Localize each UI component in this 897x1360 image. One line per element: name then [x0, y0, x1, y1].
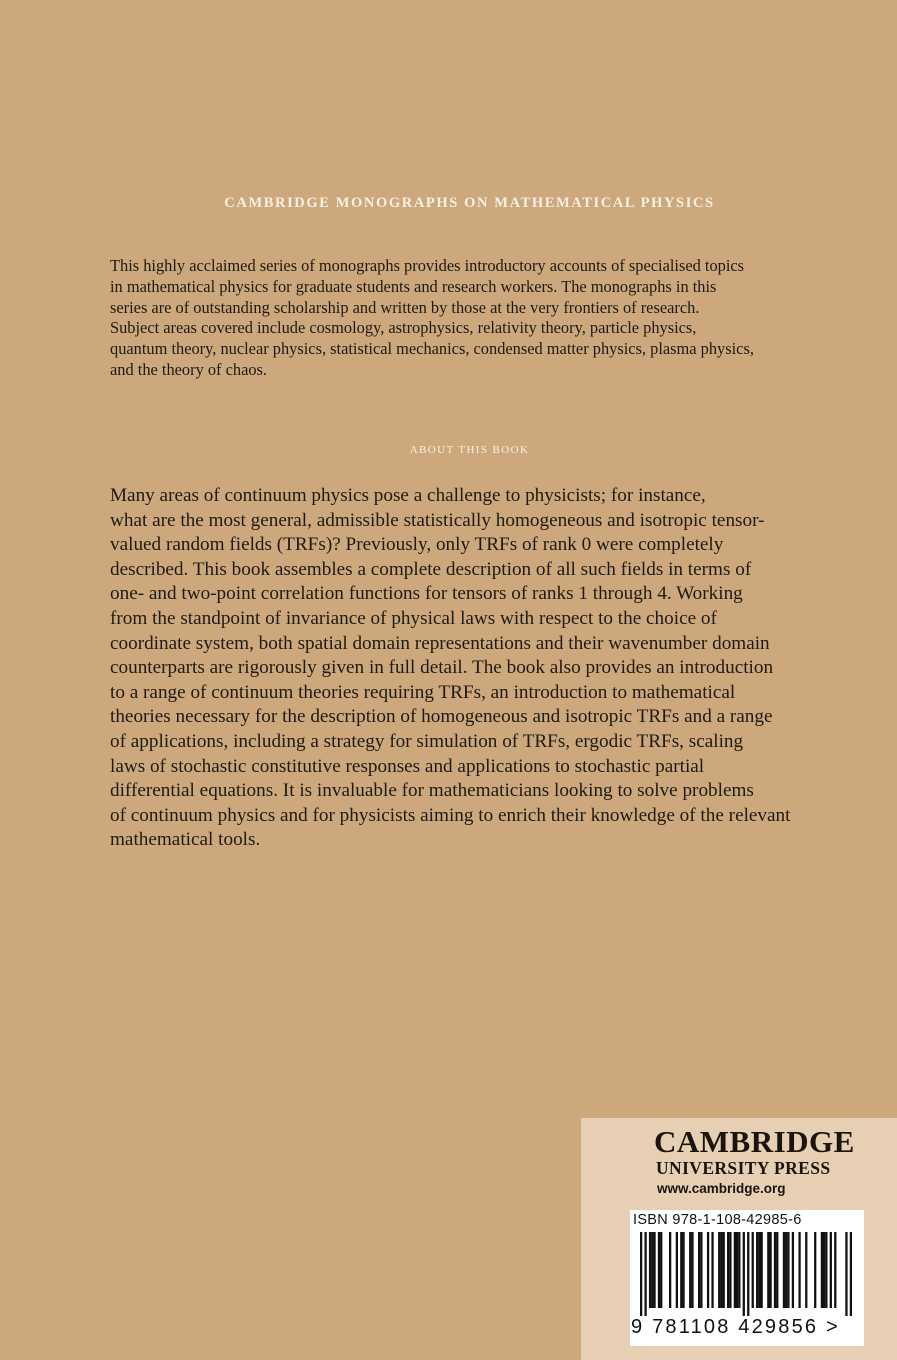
- barcode-digits: 9 781108 429856 >: [631, 1316, 840, 1338]
- about-text-line: mathematical tools.: [110, 829, 261, 851]
- barcode-bar: [720, 1232, 722, 1308]
- barcode-bar: [805, 1232, 807, 1308]
- about-heading: ABOUT THIS BOOK: [409, 444, 530, 456]
- publisher-panel: [581, 1118, 897, 1360]
- barcode-bar: [785, 1232, 787, 1308]
- barcode-bar: [644, 1232, 646, 1316]
- barcode-bar: [792, 1232, 794, 1308]
- barcode-bar: [682, 1232, 684, 1308]
- barcode-bar: [821, 1232, 823, 1308]
- barcode-bar: [752, 1232, 754, 1308]
- isbn-label: ISBN 978-1-108-42985-6: [633, 1212, 802, 1228]
- barcode-bar: [743, 1232, 745, 1316]
- isbn-barcode: [630, 1210, 864, 1346]
- barcode-bar: [649, 1232, 651, 1308]
- series-description-line: Subject areas covered include cosmology, astrophysics, relativity theory, particle physics,: [110, 318, 697, 338]
- barcode-bar: [676, 1232, 678, 1308]
- barcode-bar: [787, 1232, 789, 1308]
- barcode-bar: [658, 1232, 660, 1308]
- barcode-bar: [834, 1232, 836, 1308]
- about-text-line: what are the most general, admissible statistically homogeneous and isotropic tensor-: [110, 509, 765, 531]
- barcode-bars: [640, 1232, 852, 1316]
- series-description: [110, 256, 845, 381]
- barcode-bar: [680, 1232, 682, 1308]
- barcode-bar: [767, 1232, 769, 1308]
- about-text: [110, 484, 810, 853]
- barcode-bar: [729, 1232, 731, 1308]
- barcode-bar: [736, 1232, 738, 1308]
- barcode-bar: [711, 1232, 713, 1308]
- series-description-line: in mathematical physics for graduate students and research workers. The monographs in this: [110, 276, 717, 296]
- barcode-bar: [758, 1232, 760, 1308]
- series-description-line: and the theory of chaos.: [110, 359, 268, 379]
- barcode-bar: [689, 1232, 691, 1308]
- barcode-bar: [756, 1232, 758, 1308]
- barcode-bar: [700, 1232, 702, 1308]
- barcode-bar: [651, 1232, 653, 1308]
- about-text-line: of applications, including a strategy for simulation of TRFs, ergodic TRFs, scaling: [110, 730, 744, 752]
- publisher-subname: UNIVERSITY PRESS: [656, 1158, 831, 1178]
- about-text-line: laws of stochastic constitutive responses and applications to stochastic partial: [110, 755, 705, 777]
- publisher-name: CAMBRIDGE: [654, 1124, 855, 1159]
- barcode-bar: [747, 1232, 749, 1316]
- barcode-bar: [691, 1232, 693, 1308]
- publisher-url: www.cambridge.org: [657, 1181, 786, 1196]
- barcode-bar: [707, 1232, 709, 1308]
- barcode-bar: [776, 1232, 778, 1308]
- about-text-line: valued random fields (TRFs)? Previously, only TRFs of rank 0 were completely: [110, 534, 724, 556]
- barcode-bar: [769, 1232, 771, 1308]
- about-text-line: to a range of continuum theories requiring TRFs, an introduction to mathematical: [110, 681, 736, 703]
- barcode-bar: [830, 1232, 832, 1308]
- barcode-bar: [774, 1232, 776, 1308]
- about-text-line: counterparts are rigorously given in full detail. The book also provides an introduction: [110, 657, 774, 679]
- series-description-line: This highly acclaimed series of monographs provides introductory accounts of specialised topics: [110, 256, 745, 275]
- barcode-bar: [727, 1232, 729, 1308]
- barcode-bar: [718, 1232, 720, 1308]
- barcode-bar: [783, 1232, 785, 1308]
- about-text-line: Many areas of continuum physics pose a challenge to physicists; for instance,: [110, 485, 706, 506]
- barcode-bar: [653, 1232, 655, 1308]
- barcode-bar: [823, 1232, 825, 1308]
- series-description-line: quantum theory, nuclear physics, statistical mechanics, condensed matter physics, plasma physics,: [110, 339, 754, 359]
- barcode-bar: [738, 1232, 740, 1308]
- about-text-line: coordinate system, both spatial domain representations and their wavenumber domain: [110, 632, 770, 654]
- series-description-line: series are of outstanding scholarship and written by those at the very frontiers of research.: [110, 297, 700, 317]
- about-text-line: of continuum physics and for physicists aiming to enrich their knowledge of the relevant: [110, 804, 791, 826]
- barcode-bar: [850, 1232, 852, 1316]
- barcode-bar: [640, 1232, 642, 1316]
- barcode-bar: [734, 1232, 736, 1308]
- about-text-line: one- and two-point correlation functions for tensors of ranks 1 through 4. Working: [110, 583, 743, 605]
- about-text-line: theories necessary for the description of homogeneous and isotropic TRFs and a range: [110, 706, 773, 728]
- barcode-bar: [798, 1232, 800, 1308]
- barcode-bar: [660, 1232, 662, 1308]
- barcode-bar: [723, 1232, 725, 1308]
- barcode-bar: [814, 1232, 816, 1308]
- about-text-line: described. This book assembles a complete description of all such fields in terms of: [110, 558, 752, 580]
- series-title: CAMBRIDGE MONOGRAPHS ON MATHEMATICAL PHYSICS: [224, 195, 715, 211]
- barcode-bar: [698, 1232, 700, 1308]
- about-text-line: from the standpoint of invariance of physical laws with respect to the choice of: [110, 607, 717, 629]
- barcode-bar: [761, 1232, 763, 1308]
- barcode-bar: [825, 1232, 827, 1308]
- about-text-line: differential equations. It is invaluable for mathematicians looking to solve problems: [110, 780, 754, 802]
- barcode-bar: [845, 1232, 847, 1316]
- barcode-bar: [669, 1232, 671, 1308]
